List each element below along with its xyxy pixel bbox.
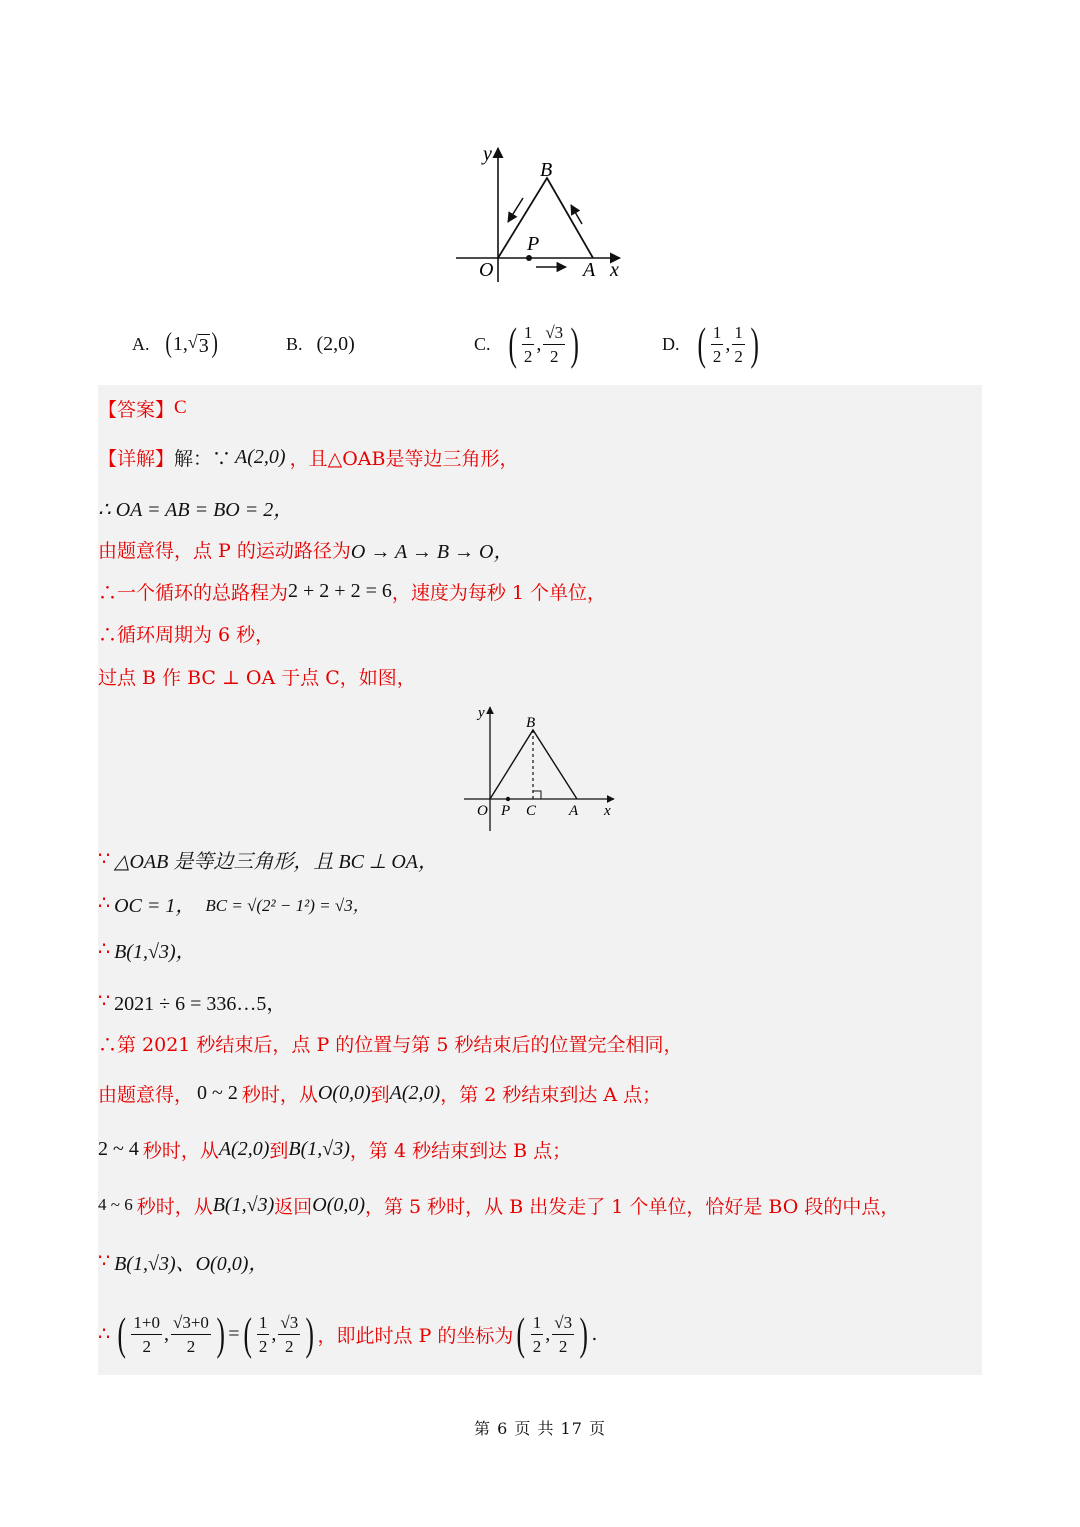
option-label: A.: [132, 333, 150, 354]
math: 2 + 2 + 2 = 6: [288, 579, 392, 602]
text: 过点 B 作 BC ⊥ OA 于点 C，如图，: [98, 666, 416, 689]
math: A(2,0): [235, 445, 286, 468]
math: O(0,0): [312, 1193, 366, 1216]
solution-line-16: [98, 1303, 982, 1365]
label-p: P: [501, 803, 511, 819]
triangle-motion-figure: [450, 140, 630, 285]
answer-choice: C: [174, 397, 187, 418]
label-y: y: [478, 705, 485, 721]
math: 4 ~ 6: [98, 1195, 133, 1214]
right-angle-mark: [533, 791, 541, 799]
solution-line-4: [98, 577, 982, 605]
text: ∴第 2021 秒结束后，点 P 的位置与第 5 秒结束后的位置完全相同，: [98, 1033, 683, 1056]
solution-line-3: [98, 535, 982, 563]
answer-line: [98, 393, 982, 423]
math: 2 ~ 4: [98, 1137, 139, 1160]
solution-line-1: [98, 440, 982, 474]
label-c: C: [526, 803, 537, 819]
text: 到: [370, 1083, 390, 1106]
text: 由题意得，点 P 的运动路径为: [98, 539, 351, 562]
option-c[interactable]: [474, 312, 583, 376]
solution-line-15: [98, 1243, 982, 1279]
solution-line-10: [98, 987, 982, 1015]
text: ，速度为每秒 1 个单位，: [391, 581, 607, 604]
math: 0 ~ 2: [197, 1081, 238, 1104]
text: 由题意得，: [98, 1083, 194, 1106]
math: BC = √(2² − 1²) = √3，: [205, 895, 370, 915]
option-label: D.: [662, 333, 680, 354]
text: 秒时，从: [142, 1139, 219, 1162]
math: A(2,0): [389, 1081, 441, 1104]
solution-line-7: [98, 845, 982, 873]
label-b: B: [540, 159, 553, 181]
text: ，即此时点 P 的坐标为: [317, 1324, 514, 1347]
triangle-oab: [490, 730, 577, 799]
text: 解：∵: [174, 447, 232, 470]
label-o: O: [479, 259, 494, 281]
solution-line-11: [98, 1029, 982, 1057]
option-value: ( 1, √ 3 ): [164, 328, 218, 359]
symbol: ∴: [98, 1323, 111, 1345]
solution-line-12: [98, 1075, 982, 1111]
symbol: ∵: [98, 990, 111, 1012]
math: OC = 1，: [114, 894, 196, 917]
midpoint-formula: ( $\frac{1+0}{2}$ , $\frac{√3+0}{2}$ ) = ( $\frac{1}{2}$ , $\frac{√3}{2}$ ): [117, 1308, 315, 1359]
math: O(0,0): [317, 1081, 371, 1104]
label-a: A: [583, 259, 596, 281]
page-footer: 第 6 页 共 17 页: [474, 1419, 606, 1438]
option-value: ( $\frac{1}{2}$ , $\frac{1}{2}$ ): [696, 318, 759, 369]
option-value: (2,0): [316, 332, 355, 355]
solution-line-14: [98, 1187, 982, 1223]
solution-line-2: [98, 493, 982, 521]
option-d[interactable]: [662, 312, 762, 376]
math: B(1,√3): [288, 1137, 350, 1160]
direction-arrow-bo: [508, 198, 523, 222]
label-b: B: [526, 715, 536, 731]
symbol: ∴: [98, 892, 111, 914]
text: 到: [269, 1139, 289, 1162]
label-x: x: [604, 803, 611, 819]
label-p: P: [527, 233, 540, 255]
symbol: ∵: [98, 848, 111, 870]
symbol: ∵: [98, 1250, 111, 1272]
symbol: ∴: [98, 938, 111, 960]
text: 秒时，从: [136, 1195, 213, 1218]
math: ∴ OA = AB = BO = 2，: [98, 498, 294, 521]
solution-line-9: [98, 931, 982, 967]
text: ∴一个循环的总路程为: [98, 581, 289, 604]
label-y: y: [483, 143, 492, 165]
point-p-dot: [506, 797, 510, 801]
label-o: O: [477, 803, 488, 819]
text: ，第 4 秒结束到达 B 点；: [349, 1139, 572, 1162]
math: A(2,0): [218, 1137, 270, 1160]
answer-panel: [98, 385, 982, 1375]
math: B(1,√3)、O(0,0)，: [114, 1252, 269, 1275]
math: △OAB 是等边三角形，且 BC ⊥ OA，: [114, 850, 438, 873]
solution-line-13: [98, 1131, 982, 1167]
point-p-dot: [526, 255, 532, 261]
solution-tag: 【详解】: [98, 447, 175, 470]
math: B(1,√3)，: [114, 940, 196, 963]
solution-line-6: [98, 662, 982, 690]
text: ，第 5 秒时，从 B 出发走了 1 个单位，恰好是 BO 段的中点，: [365, 1195, 900, 1218]
option-value: ( $\frac{1}{2}$ , $\frac{√3}{2}$ ): [507, 318, 580, 369]
text: 返回: [274, 1195, 313, 1218]
answer-options: [0, 312, 1080, 376]
text: .: [591, 1323, 598, 1345]
answer-tag: 【答案】: [98, 398, 175, 421]
math: 2021 ÷ 6 = 336…5，: [114, 992, 287, 1015]
solution-line-8: [98, 887, 982, 919]
point-p-result: ( $\frac{1}{2}$ , $\frac{√3}{2}$ ): [516, 1308, 588, 1359]
text: ，第 2 秒结束到达 A 点；: [440, 1083, 662, 1106]
solution-line-5: [98, 619, 982, 647]
text: 秒时，从: [241, 1083, 318, 1106]
label-a: A: [569, 803, 579, 819]
option-a[interactable]: [132, 312, 219, 376]
text: ，且△OAB是等边三角形，: [289, 447, 519, 470]
math: O → A → B → O，: [350, 540, 514, 563]
option-label: B.: [286, 333, 303, 354]
altitude-figure: [460, 703, 620, 835]
math: B(1,√3): [212, 1193, 275, 1216]
text: ∴循环周期为 6 秒，: [98, 623, 275, 646]
label-x: x: [610, 259, 619, 281]
option-b[interactable]: [286, 312, 355, 376]
option-label: C.: [474, 333, 491, 354]
